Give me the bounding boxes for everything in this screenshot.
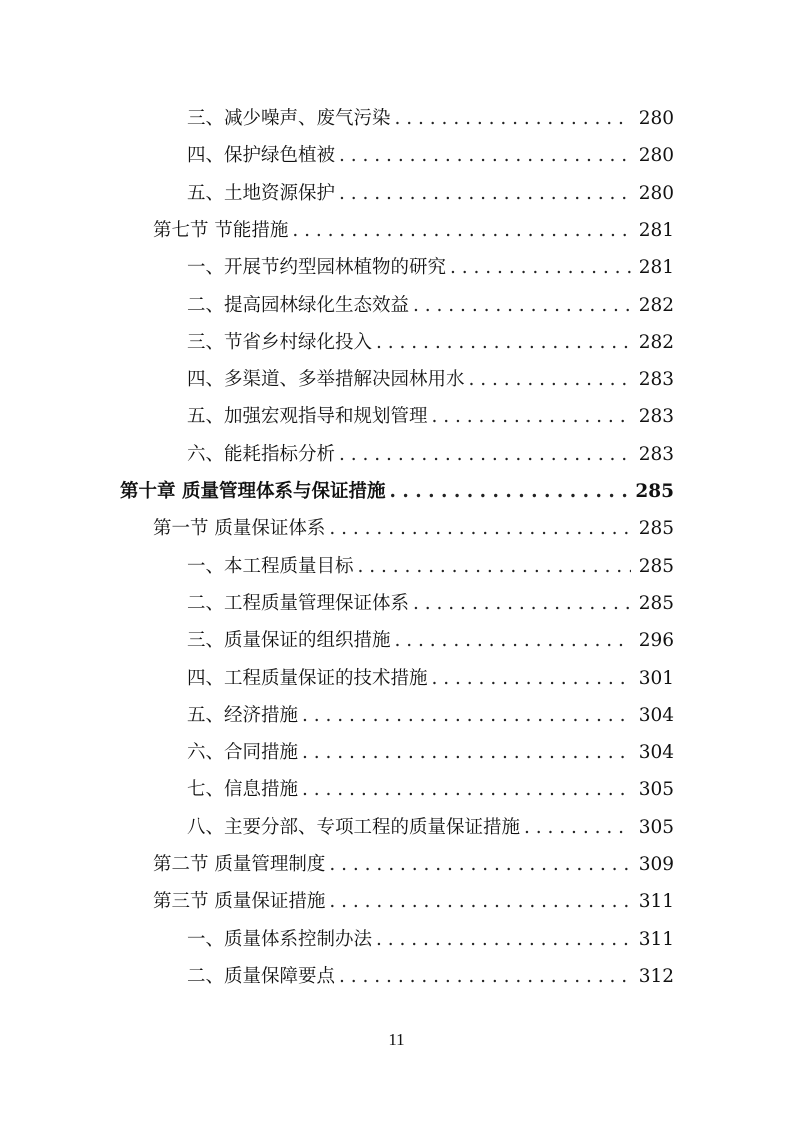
toc-entry-label: 三、节省乡村绿化投入 bbox=[187, 331, 373, 353]
toc-item-row[interactable] bbox=[187, 585, 674, 622]
toc-entry-label: 五、加强宏观指导和规划管理 bbox=[187, 406, 428, 428]
toc-leader-dots bbox=[329, 883, 630, 920]
toc-entry-label: 四、多渠道、多举措解决园林用水 bbox=[187, 369, 465, 391]
toc-page-number: 280 bbox=[638, 108, 674, 129]
toc-leader-dots bbox=[302, 734, 631, 771]
toc-page-number: 304 bbox=[638, 742, 674, 764]
toc-leader-dots bbox=[432, 398, 631, 435]
toc-leader-dots bbox=[450, 249, 631, 286]
toc-page-number: 305 bbox=[638, 816, 674, 838]
toc-leader-dots bbox=[432, 660, 631, 697]
toc-leader-dots bbox=[395, 100, 631, 137]
toc-leader-dots bbox=[329, 846, 630, 883]
toc-page-number: 312 bbox=[638, 965, 674, 987]
toc-page-number: 283 bbox=[638, 443, 674, 465]
toc-entry-label: 五、经济措施 bbox=[187, 704, 299, 726]
toc-entry-label: 一、质量体系控制办法 bbox=[187, 928, 373, 950]
toc-entry-label: 二、提高园林绿化生态效益 bbox=[187, 294, 410, 316]
toc-chapter-row[interactable] bbox=[120, 473, 674, 510]
toc-page-number: 280 bbox=[638, 145, 674, 167]
toc-entry-label: 第七节 节能措施 bbox=[153, 219, 289, 241]
toc-item-row[interactable] bbox=[187, 660, 674, 697]
toc-leader-dots bbox=[376, 324, 631, 361]
toc-entry-label: 二、工程质量管理保证体系 bbox=[187, 592, 410, 614]
toc-entry-label: 七、信息措施 bbox=[187, 779, 299, 801]
toc-page-number: 305 bbox=[638, 779, 674, 801]
toc-page-number: 281 bbox=[638, 257, 674, 279]
toc-item-row[interactable] bbox=[187, 100, 674, 137]
toc-item-row[interactable] bbox=[187, 697, 674, 734]
toc-page-number: 285 bbox=[638, 555, 674, 577]
toc-entry-label: 四、保护绿色植被 bbox=[187, 145, 336, 167]
toc-item-row[interactable] bbox=[187, 137, 674, 174]
toc-leader-dots bbox=[395, 622, 631, 659]
toc-section-row[interactable] bbox=[153, 510, 674, 547]
toc-entry-label: 第三节 质量保证措施 bbox=[153, 891, 326, 913]
toc-entry-label: 五、土地资源保护 bbox=[187, 182, 336, 204]
toc-page-number: 296 bbox=[638, 630, 674, 652]
toc-leader-dots bbox=[469, 361, 631, 398]
toc-page-number: 283 bbox=[638, 406, 674, 428]
toc-page-number: 281 bbox=[638, 219, 674, 241]
toc-item-row[interactable] bbox=[187, 809, 674, 846]
toc-leader-dots bbox=[339, 436, 631, 473]
toc-leader-dots bbox=[329, 510, 630, 547]
toc-entry-label: 一、本工程质量目标 bbox=[187, 555, 354, 577]
toc-item-row[interactable] bbox=[187, 771, 674, 808]
toc-leader-dots bbox=[358, 548, 631, 585]
toc-leader-dots bbox=[376, 921, 631, 958]
toc-entry-label: 三、减少噪声、废气污染 bbox=[187, 108, 391, 129]
toc-entry-label: 三、质量保证的组织措施 bbox=[187, 630, 391, 652]
toc-leader-dots bbox=[339, 958, 631, 995]
toc-entry-label: 四、工程质量保证的技术措施 bbox=[187, 667, 428, 689]
toc-item-row[interactable] bbox=[187, 249, 674, 286]
toc-item-row[interactable] bbox=[187, 958, 674, 995]
toc-page-number: 285 bbox=[635, 481, 674, 502]
toc-item-row[interactable] bbox=[187, 734, 674, 771]
toc-item-row[interactable] bbox=[187, 324, 674, 361]
toc-page-number: 301 bbox=[638, 667, 674, 689]
toc-leader-dots bbox=[292, 212, 630, 249]
toc-page-number: 282 bbox=[638, 294, 674, 316]
toc-item-row[interactable] bbox=[187, 436, 674, 473]
toc-item-row[interactable] bbox=[187, 287, 674, 324]
toc-section-row[interactable] bbox=[153, 846, 674, 883]
toc-item-row[interactable] bbox=[187, 921, 674, 958]
toc-leader-dots bbox=[339, 175, 631, 212]
toc-page-number: 311 bbox=[638, 891, 674, 913]
toc-page-number: 285 bbox=[638, 518, 674, 540]
toc-page-number: 283 bbox=[638, 369, 674, 391]
toc-leader-dots bbox=[524, 809, 631, 846]
toc-page-number: 309 bbox=[638, 854, 674, 875]
toc-entry-label: 六、合同措施 bbox=[187, 742, 299, 764]
toc-leader-dots bbox=[302, 771, 631, 808]
toc-item-row[interactable] bbox=[187, 361, 674, 398]
toc-leader-dots bbox=[339, 137, 631, 174]
toc-page-number: 280 bbox=[638, 182, 674, 204]
toc-leader-dots bbox=[413, 287, 631, 324]
toc-leader-dots bbox=[389, 473, 627, 510]
toc-item-row[interactable] bbox=[187, 175, 674, 212]
toc-page-number: 285 bbox=[638, 592, 674, 614]
page-number: 11 bbox=[388, 1030, 405, 1049]
toc-page-number: 304 bbox=[638, 704, 674, 726]
toc-entry-label: 六、能耗指标分析 bbox=[187, 443, 336, 465]
toc-item-row[interactable] bbox=[187, 398, 674, 435]
toc-entry-label: 第二节 质量管理制度 bbox=[153, 854, 326, 875]
toc-entry-label: 一、开展节约型园林植物的研究 bbox=[187, 257, 447, 279]
toc-entry-label: 第一节 质量保证体系 bbox=[153, 518, 326, 540]
toc-page-number: 311 bbox=[638, 928, 674, 950]
toc-item-row[interactable] bbox=[187, 622, 674, 659]
toc-page-number: 282 bbox=[638, 331, 674, 353]
toc-entry-label: 八、主要分部、专项工程的质量保证措施 bbox=[187, 816, 521, 838]
toc-item-row[interactable] bbox=[187, 548, 674, 585]
toc-section-row[interactable] bbox=[153, 212, 674, 249]
toc-section-row[interactable] bbox=[153, 883, 674, 920]
toc-leader-dots bbox=[302, 697, 631, 734]
toc-leader-dots bbox=[413, 585, 631, 622]
toc-entry-label: 第十章 质量管理体系与保证措施 bbox=[120, 481, 386, 502]
toc-entry-label: 二、质量保障要点 bbox=[187, 965, 336, 987]
